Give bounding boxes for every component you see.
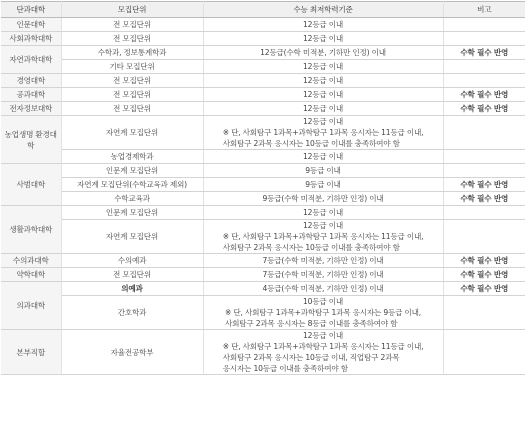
table-row xyxy=(1,282,525,296)
header-criteria: 수능 최저학력기준 xyxy=(203,2,443,18)
criteria-cell xyxy=(203,60,443,74)
table-row xyxy=(1,254,525,268)
table-row xyxy=(1,102,525,116)
criteria-line: 사회탐구 2과목 응시자는 10등급 이내를 충족하여야 함 xyxy=(222,243,400,252)
criteria-cell xyxy=(203,330,443,375)
unit-cell: 전 모집단위 xyxy=(61,18,203,32)
criteria-cell xyxy=(203,254,443,268)
unit-cell: 자율전공학부 xyxy=(61,330,203,375)
note-cell: 수학 필수 반영 xyxy=(443,268,525,282)
unit-cell: 수학교육과 xyxy=(61,192,203,206)
unit-cell: 인문계 모집단위 xyxy=(61,164,203,178)
criteria-line: ※ 단, 사회탐구 1과목+과학탐구 1과목 응시자는 11등급 이내, xyxy=(222,128,424,137)
unit-cell: 농업경제학과 xyxy=(61,150,203,164)
note-cell xyxy=(443,206,525,220)
unit-cell: 전 모집단위 xyxy=(61,268,203,282)
unit-cell: 의예과 xyxy=(61,282,203,296)
criteria-line: 응시자는 10등급 이내를 충족하여야 함 xyxy=(222,364,348,373)
table-row xyxy=(1,296,525,330)
note-cell: 수학 필수 반영 xyxy=(443,192,525,206)
table-row xyxy=(1,74,525,88)
criteria-line: 12등급 이내 xyxy=(302,104,344,113)
note-cell xyxy=(443,18,525,32)
criteria-cell xyxy=(203,192,443,206)
criteria-line: ※ 단, 사회탐구 1과목+과학탐구 1과목 응시자는 11등급 이내, xyxy=(222,232,424,241)
note-cell xyxy=(443,32,525,46)
criteria-line: 7등급(수학 미적분, 기하만 인정) 이내 xyxy=(262,270,384,279)
table-row xyxy=(1,192,525,206)
criteria-line: 사회탐구 2과목 응시자는 8등급 이내를 충족하여야 함 xyxy=(225,319,398,328)
unit-cell: 자연계 모집단위(수학교육과 제외) xyxy=(61,178,203,192)
criteria-cell xyxy=(203,296,443,330)
criteria-line: 12등급 이내 xyxy=(302,62,344,71)
note-cell: 수학 필수 반영 xyxy=(443,254,525,268)
table-row xyxy=(1,330,525,375)
criteria-cell xyxy=(203,116,443,150)
note-cell xyxy=(443,150,525,164)
college-cell: 생활과학대학 xyxy=(1,206,61,254)
criteria-line: 12등급 이내 xyxy=(302,221,344,230)
criteria-line: 10등급 이내 xyxy=(302,297,344,306)
unit-cell: 기타 모집단위 xyxy=(61,60,203,74)
criteria-line: 12등급 이내 xyxy=(302,208,344,217)
note-cell xyxy=(443,164,525,178)
college-cell: 수의과대학 xyxy=(1,254,61,268)
unit-cell: 전 모집단위 xyxy=(61,102,203,116)
note-cell: 수학 필수 반영 xyxy=(443,282,525,296)
table-row xyxy=(1,116,525,150)
table-row xyxy=(1,18,525,32)
note-cell xyxy=(443,116,525,150)
criteria-line: ※ 단, 사회탐구 1과목+과학탐구 1과목 응시자는 9등급 이내, xyxy=(225,308,421,317)
header-row xyxy=(1,2,525,18)
criteria-line: 사회탐구 2과목 응시자는 10등급 이내, 직업탐구 2과목 xyxy=(222,353,400,362)
table-row xyxy=(1,46,525,60)
criteria-cell xyxy=(203,206,443,220)
note-cell xyxy=(443,60,525,74)
college-cell: 사범대학 xyxy=(1,164,61,206)
criteria-cell xyxy=(203,178,443,192)
criteria-cell xyxy=(203,46,443,60)
criteria-cell xyxy=(203,102,443,116)
criteria-cell xyxy=(203,282,443,296)
criteria-cell xyxy=(203,164,443,178)
criteria-cell xyxy=(203,18,443,32)
criteria-line: 12등급 이내 xyxy=(302,331,344,340)
criteria-line: 12등급 이내 xyxy=(302,90,344,99)
note-cell: 수학 필수 반영 xyxy=(443,88,525,102)
criteria-line: 12등급(수학 미적분, 기하만 인정) 이내 xyxy=(260,48,386,57)
criteria-line: 7등급(수학 미적분, 기하만 인정) 이내 xyxy=(262,256,384,265)
unit-cell: 인문계 모집단위 xyxy=(61,206,203,220)
criteria-line: 12등급 이내 xyxy=(302,152,344,161)
college-cell: 사회과학대학 xyxy=(1,32,61,46)
unit-cell: 전 모집단위 xyxy=(61,74,203,88)
note-cell: 수학 필수 반영 xyxy=(443,46,525,60)
college-cell: 농업생명 환경대학 xyxy=(1,116,61,164)
criteria-line: 12등급 이내 xyxy=(302,20,344,29)
table-row xyxy=(1,164,525,178)
note-cell xyxy=(443,296,525,330)
criteria-line: 9등급 이내 xyxy=(305,166,341,175)
unit-cell: 자연계 모집단위 xyxy=(61,220,203,254)
table-row xyxy=(1,150,525,164)
unit-cell: 자연계 모집단위 xyxy=(61,116,203,150)
note-cell: 수학 필수 반영 xyxy=(443,178,525,192)
criteria-line: 9등급 이내 xyxy=(305,180,341,189)
unit-cell: 간호학과 xyxy=(61,296,203,330)
table-row xyxy=(1,206,525,220)
criteria-line: ※ 단, 사회탐구 1과목+과학탐구 1과목 응시자는 11등급 이내, xyxy=(222,342,424,351)
note-cell: 수학 필수 반영 xyxy=(443,102,525,116)
college-cell: 경영대학 xyxy=(1,74,61,88)
note-cell xyxy=(443,330,525,375)
note-cell xyxy=(443,220,525,254)
admission-criteria-table xyxy=(1,1,525,375)
criteria-cell xyxy=(203,74,443,88)
college-cell: 전자정보대학 xyxy=(1,102,61,116)
college-cell: 공과대학 xyxy=(1,88,61,102)
unit-cell: 전 모집단위 xyxy=(61,32,203,46)
criteria-cell xyxy=(203,220,443,254)
criteria-cell xyxy=(203,88,443,102)
unit-cell: 전 모집단위 xyxy=(61,88,203,102)
unit-cell: 수학과, 정보통계학과 xyxy=(61,46,203,60)
table-row xyxy=(1,178,525,192)
college-cell: 본부직할 xyxy=(1,330,61,375)
header-note: 비고 xyxy=(443,2,525,18)
table-row xyxy=(1,60,525,74)
college-cell: 자연과학대학 xyxy=(1,46,61,74)
criteria-cell xyxy=(203,32,443,46)
table-row xyxy=(1,88,525,102)
criteria-cell xyxy=(203,150,443,164)
criteria-line: 4등급(수학 미적분, 기하만 인정) 이내 xyxy=(262,284,384,293)
college-cell: 인문대학 xyxy=(1,18,61,32)
criteria-cell xyxy=(203,268,443,282)
unit-cell: 수의예과 xyxy=(61,254,203,268)
table-row xyxy=(1,32,525,46)
college-cell: 약학대학 xyxy=(1,268,61,282)
criteria-line: 9등급(수학 미적분, 기하만 인정) 이내 xyxy=(262,194,384,203)
header-unit: 모집단위 xyxy=(61,2,203,18)
table-row xyxy=(1,268,525,282)
table-row xyxy=(1,220,525,254)
criteria-line: 12등급 이내 xyxy=(302,76,344,85)
criteria-line: 12등급 이내 xyxy=(302,117,344,126)
header-college: 단과대학 xyxy=(1,2,61,18)
college-cell: 의과대학 xyxy=(1,282,61,330)
note-cell xyxy=(443,74,525,88)
criteria-line: 12등급 이내 xyxy=(302,34,344,43)
criteria-line: 사회탐구 2과목 응시자는 10등급 이내를 충족하여야 함 xyxy=(222,139,400,148)
